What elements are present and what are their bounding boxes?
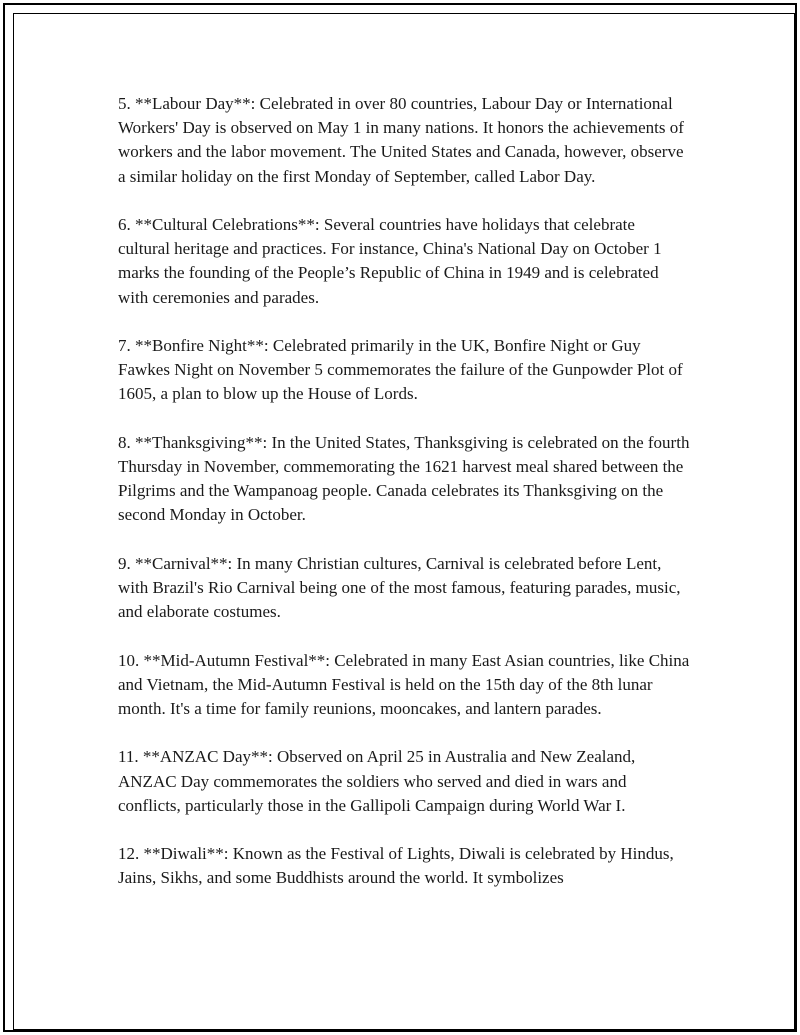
paragraph-labour-day: 5. **Labour Day**: Celebrated in over 80 countries, Labour Day or International Workers' Day is observed on May 1 in many nations. It honors the achievements of workers and the labor movement. The United States and Canada, however, observe a similar holiday on the first Monday of September, called Labor Day. [118, 94, 684, 186]
paragraph-thanksgiving: 8. **Thanksgiving**: In the United States, Thanksgiving is celebrated on the fourth Thursday in November, commemorating the 1621 harvest meal shared between the Pilgrims and the Wampanoag people. Canada celebrates its Thanksgiving on the second Monday in October. [118, 432, 690, 525]
document-body [118, 92, 690, 915]
paragraph-diwali: 12. **Diwali**: Known as the Festival of Lights, Diwali is celebrated by Hindus, Jains, Sikhs, and some Buddhists around the world. It symbolizes [118, 844, 674, 888]
paragraph-mid-autumn-festival: 10. **Mid-Autumn Festival**: Celebrated in many East Asian countries, like China and Vietnam, the Mid-Autumn Festival is held on the 15th day of the 8th lunar month. It's a time for family reunions, mooncakes, and lantern parades. [118, 650, 690, 718]
paragraph-cultural-celebrations: 6. **Cultural Celebrations**: Several countries have holidays that celebrate cultural heritage and practices. For instance, China's National Day on October 1 marks the founding of the People’s Republic of China in 1949 and is celebrated with ceremonies and parades. [118, 215, 662, 307]
paragraph-anzac-day: 11. **ANZAC Day**: Observed on April 25 in Australia and New Zealand, ANZAC Day commemorates the soldiers who served and died in wars and conflicts, particularly those in the Gallipoli Campaign during World War I. [118, 747, 636, 815]
paragraph-bonfire-night: 7. **Bonfire Night**: Celebrated primarily in the UK, Bonfire Night or Guy Fawkes Night on November 5 commemorates the failure of the Gunpowder Plot of 1605, a plan to blow up the House of Lords. [118, 336, 683, 404]
paragraph-carnival: 9. **Carnival**: In many Christian cultures, Carnival is celebrated before Lent, with Brazil's Rio Carnival being one of the most famous, featuring parades, music, and elaborate costumes. [118, 553, 681, 622]
